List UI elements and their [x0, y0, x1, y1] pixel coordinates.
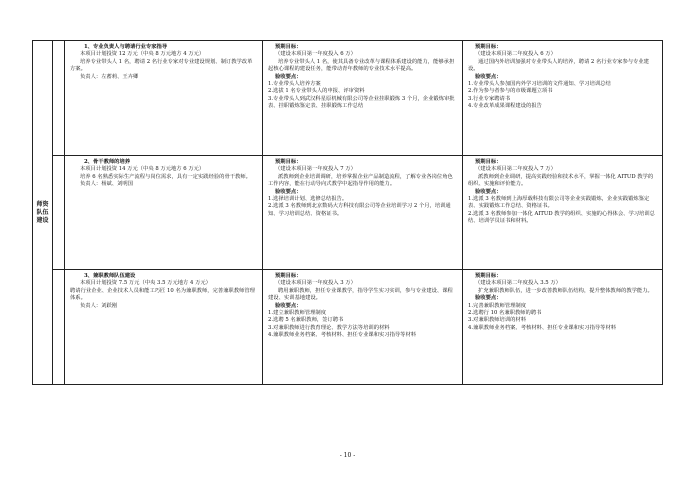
acceptance-point: 2.选聘行 10 名兼职教师的聘书 — [468, 309, 542, 316]
investment-text: （建设本项目第一年度投入 7 万） — [275, 166, 356, 173]
project-desc-line: 本项目计划投资 7.5 万元（中央 3.5 万元地方 4 万元） — [80, 280, 211, 287]
target-label: 预期目标： — [275, 272, 302, 279]
blank-cell — [53, 269, 65, 384]
target-text: 培养专业带头人 1 名，使其具备专业改革与课程体系建设的能力，能够承担起核心课程的建设任务，能带动青年教师的专业技术水平提高。 — [268, 58, 455, 73]
acceptance-point: 4.兼职教师业务档案、考核材料、担任专业课和实习指导等材料 — [468, 324, 617, 331]
investment-text: （建设本项目第二年度投入 6 万） — [475, 51, 556, 58]
acceptance-label: 验收要点： — [275, 73, 302, 80]
project-desc-line: 负责人：左蓄莉、王卉卿 — [80, 73, 139, 80]
target-text: 聘用兼职教师，担任专业课教学，指导学生实习实训，参与专业建设、课程建设、实训基地建设。 — [268, 287, 453, 302]
year1-cell — [263, 41, 463, 156]
table-row — [33, 269, 663, 384]
category-line: 队伍 — [36, 208, 49, 216]
project-desc-line: 本项目计划投资 12 万元（中央 8 万元地方 4 万元） — [80, 51, 205, 58]
category-cell — [33, 41, 53, 385]
acceptance-label: 验收要点： — [475, 188, 502, 195]
acceptance-point: 2.作为参与者参与的市级课题立项书 — [468, 88, 553, 95]
acceptance-point: 1.专业带头人培养方案 — [268, 81, 321, 88]
acceptance-point: 3.行业专家聘请书 — [468, 95, 511, 102]
year2-cell — [463, 41, 663, 156]
acceptance-point: 1.建立兼职教师管理制度 — [268, 309, 327, 316]
acceptance-label: 验收要点： — [475, 73, 502, 80]
acceptance-point: 2.选聘 5 名兼职教师，签订聘书 — [268, 317, 344, 324]
target-text: 派教师到企业调研，提高实践经验和技术水平，掌握一体化 AITUD 教学的组织、实施和评价能力。 — [468, 173, 654, 188]
table-row — [33, 41, 663, 156]
target-label: 预期目标： — [475, 159, 502, 166]
project-title: 1、专业负责人与聘请行业专家指导 — [84, 44, 168, 50]
page-number: - 10 - — [339, 452, 356, 459]
project-desc-cell — [65, 269, 263, 384]
acceptance-label: 验收要点： — [275, 302, 302, 309]
investment-text: （建设本项目第一年度投入 3 万） — [275, 280, 356, 287]
project-desc-line: 负责人：刘跃刚 — [80, 302, 118, 309]
acceptance-point: 2.选派 3 名教师参加一体化 AITUD 教学的组织、实施的心得体会、学习培训总结、培训学员证书和材料。 — [468, 210, 655, 225]
acceptance-point: 3.专业带头人到武汉科星原机械有限公司等企业挂职锻炼 3 个月，企业锻炼审批表、挂职锻炼鉴定表、挂职锻炼工作总结 — [268, 95, 455, 110]
project-desc-line: 负责人：杨斌、刘明国 — [80, 181, 133, 188]
project-desc-line: 聘请行业企业、企业技术人员和能工巧匠 10 名为兼职教师，完善兼职教师管理体系。 — [70, 287, 255, 302]
acceptance-point: 4.专业改革成果课程建设的报告 — [468, 103, 542, 110]
project-desc-cell — [65, 41, 263, 156]
investment-text: （建设本项目第二年度投入 7 万） — [475, 166, 556, 173]
investment-text: （建设本项目第二年度投入 3.5 万） — [475, 280, 561, 287]
target-text: 通过国内外培训加强对专业带头人的培养，聘请 2 名行业专家参与专业建设。 — [468, 58, 649, 73]
year2-cell — [463, 156, 663, 270]
project-desc-cell — [65, 156, 263, 270]
year2-cell — [463, 269, 663, 384]
target-label: 预期目标： — [275, 44, 302, 50]
acceptance-label: 验收要点： — [475, 295, 502, 302]
acceptance-point: 2.选拔 1 名专业带头人的申报、评审资料 — [268, 88, 365, 95]
acceptance-point: 2.选派 3 名教师到北京数码大方科技有限公司等企业培训学习 2 个月，培训通知、学习培训总结、资格证书。 — [268, 203, 451, 217]
target-label: 预期目标： — [275, 159, 302, 166]
category-line: 建设 — [36, 216, 49, 224]
acceptance-label: 验收要点： — [275, 188, 302, 195]
project-desc-line: 培养 6 名熟悉实际生产流程与岗位需求，具有一定实践经验的骨干教师。 — [80, 173, 251, 180]
blank-cell — [53, 156, 65, 270]
acceptance-point: 4.兼职教师业务档案、考核材料、担任专业课和实习指导等材料 — [268, 332, 417, 339]
category-line: 师资 — [36, 200, 49, 208]
target-text: 派教师到企业培训调研，培养掌握企业产品制造流程，了解专业各岗位角色工作内容，能在行动导向式教学中起指导作用的能力。 — [268, 173, 453, 188]
acceptance-point: 3.对兼职教师培训的材料 — [468, 317, 527, 324]
project-title: 3、兼职教师队伍建设 — [84, 272, 136, 279]
table-row — [33, 156, 663, 270]
project-desc-line: 培养专业带头人 1 名，聘请 2 名行业专家对专业建设规划、制订教学改革方案。 — [70, 58, 253, 73]
construction-plan-table — [32, 40, 663, 385]
target-label: 预期目标： — [475, 272, 502, 279]
year1-cell — [263, 156, 463, 270]
acceptance-point: 1.选派 3 名教师到上海厚载科技有限公司等企业实践锻炼，企业实践锻炼鉴定表、实践锻炼工作总结、资格证书。 — [468, 196, 650, 210]
target-text: 扩充兼职教师队伍，进一步改善教师队伍结构，提升整体教师的教学能力。 — [478, 287, 653, 294]
target-label: 预期目标： — [475, 44, 502, 50]
acceptance-point: 1.完善兼职教师管理制度 — [468, 302, 527, 309]
blank-cell — [53, 41, 65, 156]
project-title: 2、骨干教师的培养 — [84, 159, 131, 166]
investment-text: （建设本项目第一年度投入 6 万） — [275, 51, 356, 58]
acceptance-point: 1.专业带头人参加国内外学习培训的文件通知、学习培训总结 — [468, 81, 611, 88]
acceptance-point: 3.对兼职教师进行教育理论、教学方法等培训的材料 — [268, 324, 390, 331]
acceptance-point: 1.选择培训计划、选修总结报告。 — [268, 196, 348, 203]
year1-cell — [263, 269, 463, 384]
project-desc-line: 本项目计划投资 14 万元（中央 8 万元地方 6 万元） — [80, 166, 205, 173]
